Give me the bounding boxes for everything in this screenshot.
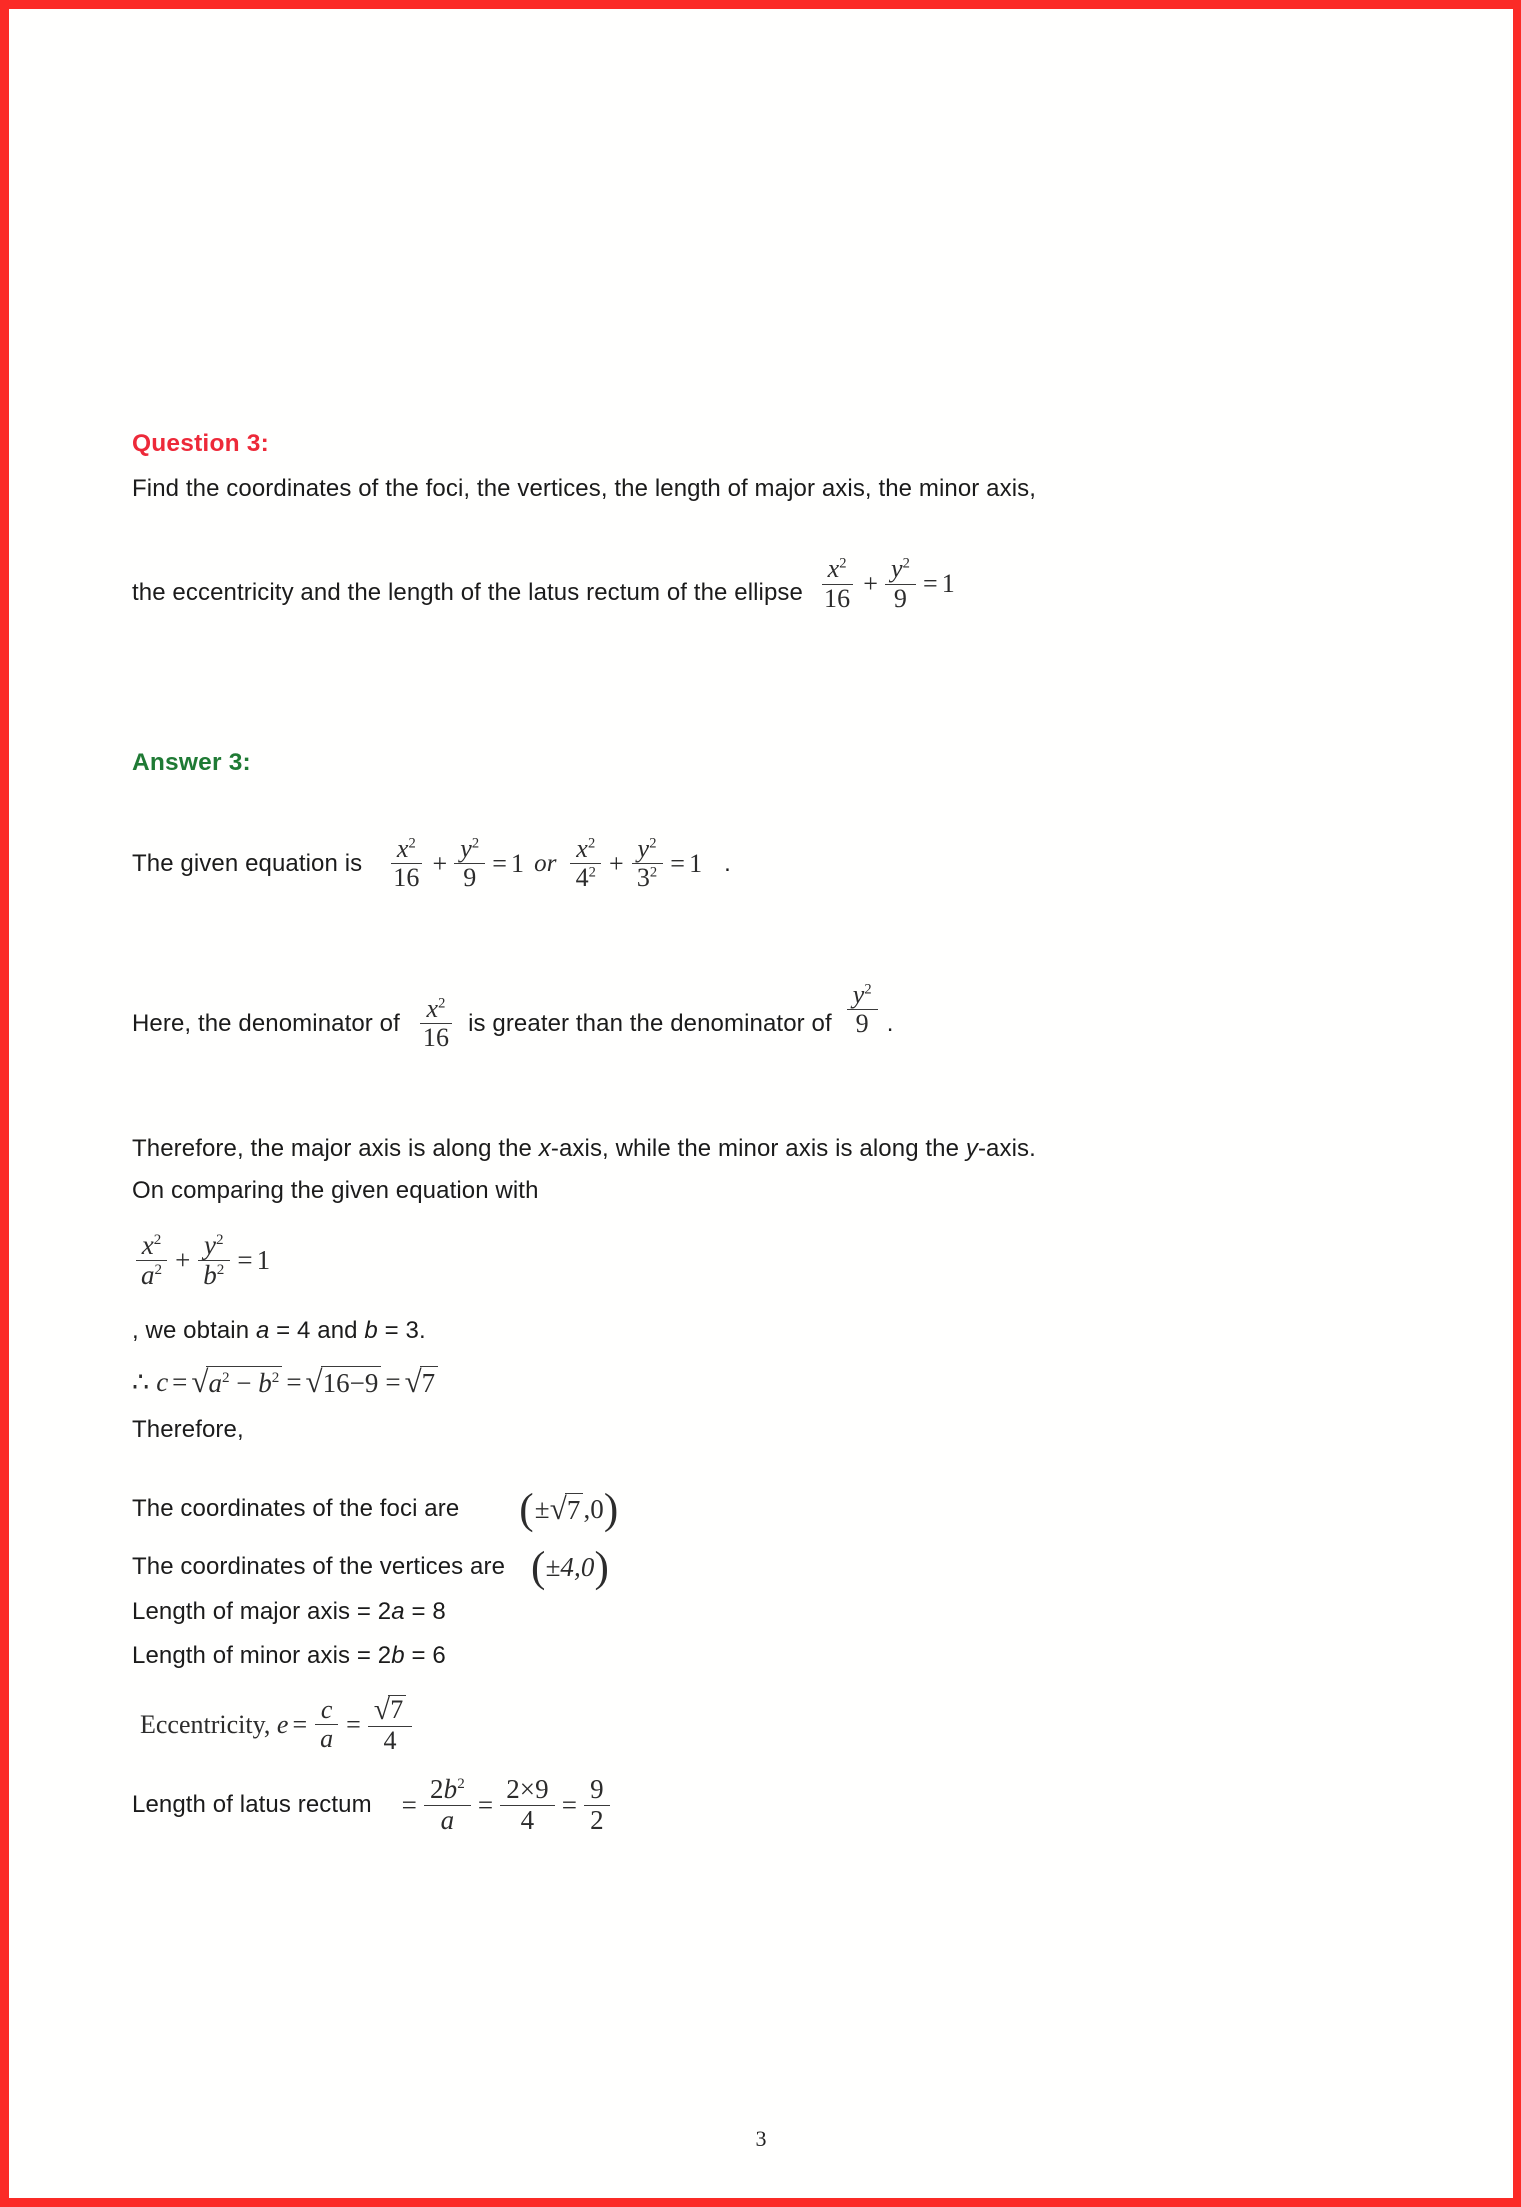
page-number: 3 xyxy=(755,2126,767,2151)
question-ellipse-equation: $\frac{x^2}{16}$ + $\frac{y^2}{9}$ = 1 xyxy=(815,556,955,612)
denominator-prefix: Here, the denominator of xyxy=(132,1009,400,1037)
denominator-comparison-line xyxy=(132,979,1392,1066)
given-equation-form-1: $\frac{x^2}{16}$ + $\frac{y^2}{9}$ = 1 xyxy=(384,836,524,892)
page-border-left xyxy=(0,0,9,2207)
question-line-2 xyxy=(132,556,1392,630)
obtain-values-line: , we obtain a = 4 and b = 3. xyxy=(132,1316,426,1344)
answer-given-equation-line xyxy=(132,833,1392,893)
therefore-line: Therefore, xyxy=(132,1415,244,1443)
denominator-fraction-y: $\frac{y^2}{9}$ xyxy=(844,982,881,1038)
given-equation-form-2: $\frac{x^2}{4^2}$ + $\frac{y^2}{3^2}$ = 1 xyxy=(567,836,703,892)
latus-rectum-label: Length of latus rectum xyxy=(132,1791,372,1819)
denominator-fraction-x: $\frac{x^2}{16}$ xyxy=(414,996,458,1052)
compare-equation-line: On comparing the given equation with xyxy=(132,1176,539,1204)
given-equation-connector: or xyxy=(534,849,557,877)
major-axis-line: Length of major axis = 2a = 8 xyxy=(132,1598,446,1626)
vertices-value: ( ±4,0 ) xyxy=(531,1543,609,1591)
foci-line xyxy=(132,1485,1392,1533)
denominator-suffix: . xyxy=(886,1009,894,1037)
question-line-1: Find the coordinates of the foci, the vertices, the length of major axis, the minor axis, xyxy=(132,475,1037,503)
denominator-middle: is greater than the denominator of xyxy=(468,1009,832,1037)
latus-rectum-line xyxy=(132,1776,1392,1834)
page-border-bottom xyxy=(0,2198,1521,2207)
given-equation-label: The given equation is xyxy=(132,849,363,877)
page-border-right xyxy=(1513,0,1521,2207)
given-equation-period: . xyxy=(724,849,731,877)
page-sheet xyxy=(9,9,1513,2198)
page-content xyxy=(132,429,1392,1835)
answer-heading: Answer 3: xyxy=(132,749,251,777)
minor-axis-line: Length of minor axis = 2b = 6 xyxy=(132,1642,446,1670)
latus-rectum-value: = $\frac{2b^2}{a}$ = $\frac{2\times 9}{4}$ = $\frac{9}{2}$ xyxy=(398,1776,613,1834)
c-value-equation: ∴ c = √ $a^2 - b^2$ = √ 16−9 = √ 7 xyxy=(132,1366,438,1399)
question-heading: Question 3: xyxy=(132,430,269,457)
foci-label: The coordinates of the foci are xyxy=(132,1495,460,1523)
vertices-label: The coordinates of the vertices are xyxy=(132,1553,506,1581)
vertices-line xyxy=(132,1543,1392,1591)
eccentricity-line: Eccentricity, e = $\frac{c}{a}$ = √ 7 4 xyxy=(140,1695,415,1754)
axis-orientation-line: Therefore, the major axis is along the x-axis, while the minor axis is along the y-axis. xyxy=(132,1134,1036,1162)
question-line-2-text: the eccentricity and the length of the latus rectum of the ellipse xyxy=(132,579,803,607)
page-border-top xyxy=(0,0,1521,9)
standard-ellipse-equation: $\frac{x^2}{a^2}$ + $\frac{y^2}{b^2}$ = 1 xyxy=(132,1232,270,1290)
foci-value: ( ± √ 7 ,0 ) xyxy=(519,1485,619,1533)
